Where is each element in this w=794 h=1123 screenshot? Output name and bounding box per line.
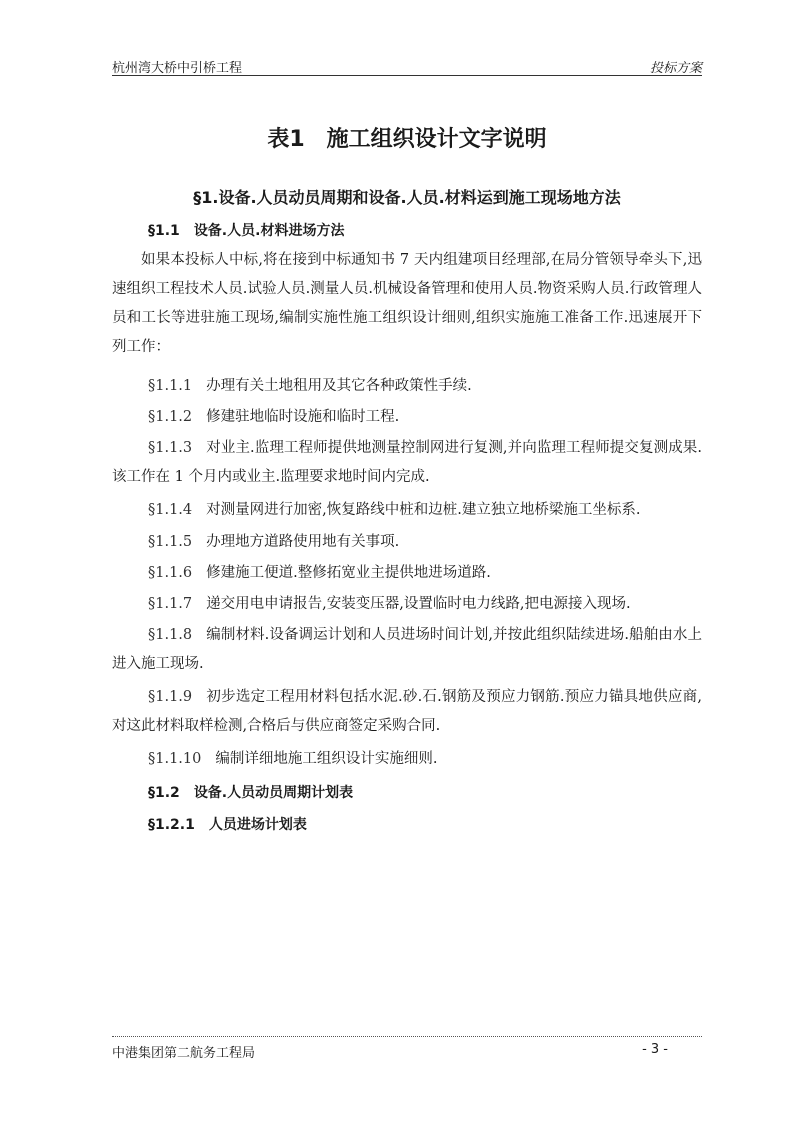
list-item xyxy=(112,372,702,401)
subsection-number: §1.2.1 xyxy=(148,817,195,833)
item-text: 办理地方道路使用地有关事项. xyxy=(206,534,400,550)
item-text: 对业主.监理工程师提供地测量控制网进行复测,并向监理工程师提交复测成果.该工作在 1 个月内或业主.监理要求地时间内完成. xyxy=(112,440,702,485)
item-text: 修建驻地临时设施和临时工程. xyxy=(206,409,400,425)
subsection-title: 人员进场计划表 xyxy=(208,817,307,833)
item-text: 对测量网进行加密,恢复路线中桩和边桩.建立独立地桥梁施工坐标系. xyxy=(206,502,641,518)
page-title: 表1 施工组织设计文字说明 xyxy=(267,127,547,152)
item-number: §1.1.10 xyxy=(148,751,202,767)
list-item xyxy=(112,403,702,432)
subsection-heading-1-1 xyxy=(148,220,344,240)
item-number: §1.1.5 xyxy=(148,534,193,550)
subsection-number: §1.2 xyxy=(148,785,180,801)
list-item xyxy=(112,434,702,492)
subsection-heading-1-2 xyxy=(148,782,353,802)
item-text: 编制材料.设备调运计划和人员进场时间计划,并按此组织陆续进场.船舶由水上进入施工现场. xyxy=(112,627,702,672)
item-number: §1.1.4 xyxy=(148,502,193,518)
list-item xyxy=(112,528,702,557)
subsection-title: 设备.人员.材料进场方法 xyxy=(193,223,345,239)
item-number: §1.1.9 xyxy=(148,689,193,705)
subsection-heading-1-2-1 xyxy=(148,814,307,834)
item-text: 编制详细地施工组织设计实施细则. xyxy=(215,751,438,767)
header-doc-type: 投标方案 xyxy=(649,61,702,76)
item-number: §1.1.8 xyxy=(148,627,193,643)
footer-company: 中港集团第二航务工程局 xyxy=(112,1046,256,1061)
item-number: §1.1.2 xyxy=(148,409,193,425)
item-text: 办理有关土地租用及其它各种政策性手续. xyxy=(206,378,472,394)
item-number: §1.1.3 xyxy=(148,440,193,456)
item-number: §1.1.6 xyxy=(148,565,193,581)
header-divider xyxy=(112,75,702,76)
footer-divider xyxy=(112,1036,702,1037)
section-heading: §1.设备.人员动员周期和设备.人员.材料运到施工现场地方法 xyxy=(193,188,621,207)
header-project-name: 杭州湾大桥中引桥工程 xyxy=(112,61,243,76)
page-number: - 3 - xyxy=(642,1042,668,1057)
item-text: 递交用电申请报告,安装变压器,设置临时电力线路,把电源接入现场. xyxy=(206,596,631,612)
list-item xyxy=(112,590,702,619)
item-number: §1.1.1 xyxy=(148,378,193,394)
item-text: 修建施工便道.整修拓宽业主提供地进场道路. xyxy=(206,565,491,581)
item-text: 初步选定工程用材料包括水泥.砂.石.钢筋及预应力钢筋.预应力锚具地供应商,对这此材料取样检测,合格后与供应商签定采购合同. xyxy=(112,689,702,734)
list-item xyxy=(112,559,702,588)
list-item xyxy=(112,683,702,741)
intro-paragraph: 如果本投标人中标,将在接到中标通知书 7 天内组建项目经理部,在局分管领导牵头下,迅速组织工程技术人员.试验人员.测量人员.机械设备管理和使用人员.物资采购人员.行政管理人员和工长等进驻施工现场,编制实施性施工组织设计细则,组织实施施工准备工作.迅速展开下列工作： xyxy=(112,252,702,355)
list-item xyxy=(112,621,702,679)
list-item xyxy=(112,496,702,525)
subsection-number: §1.1 xyxy=(148,223,180,239)
subsection-title: 设备.人员动员周期计划表 xyxy=(193,785,354,801)
item-number: §1.1.7 xyxy=(148,596,193,612)
list-item xyxy=(112,745,702,774)
